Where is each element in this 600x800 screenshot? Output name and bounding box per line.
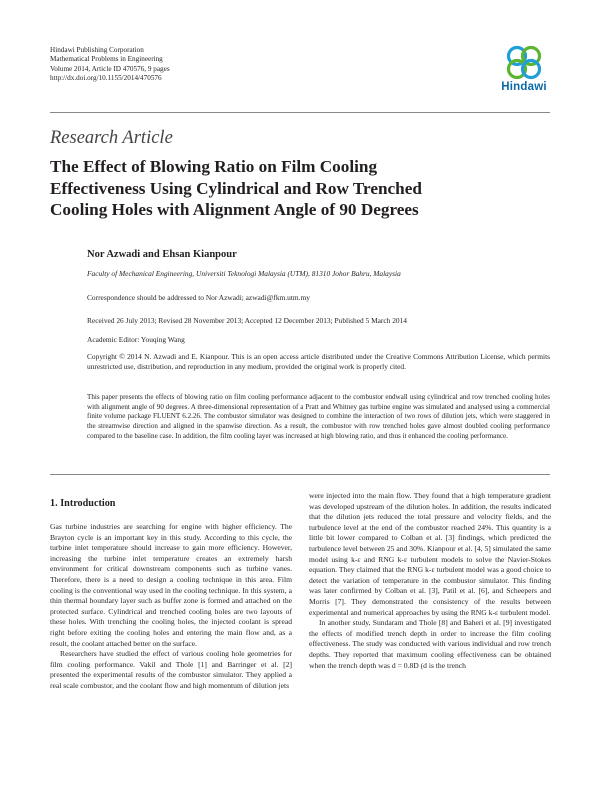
doi-link[interactable]: http://dx.doi.org/10.1155/2014/470576 [50, 73, 162, 82]
title-line: Cooling Holes with Alignment Angle of 90 Degrees [50, 200, 419, 219]
affiliation: Faculty of Mechanical Engineering, Universiti Teknologi Malaysia (UTM), 81310 Johor Bahru, Malaysia [87, 269, 401, 278]
correspondence: Correspondence should be addressed to Nor Azwadi; azwadi@fkm.utm.my [87, 293, 310, 302]
paragraph: Gas turbine industries are searching for engine with higher efficiency. The Brayton cycle is an important key in this study. According to this cycle, the turbine inlet temperature should increase to gain more efficiency. However, increasing the turbine inlet temperature creates an extremely harsh environment for critical downstream components such as turbine vanes. Therefore, there is a need to design a cooling technique in this area. Film cooling is the conventional way used in the cooling technique. In this system, a thin thermal boundary layer such as buffer zone is formed and attached on the protected surface. Cylindrical and trenched cooling holes are two layouts of these holes. With trenching the cooling holes, the injected coolant is spread right before exiting the cooling holes and entering the main flow and, as a result, the coolant attached better on the surface. [50, 522, 292, 648]
title-line: The Effect of Blowing Ratio on Film Cooling [50, 157, 378, 176]
paper-title [50, 156, 470, 221]
academic-editor: Academic Editor: Youqing Wang [87, 335, 185, 344]
abstract-divider [50, 474, 550, 475]
right-column [309, 491, 551, 671]
article-type: Research Article [50, 128, 173, 148]
paragraph: were injected into the main flow. They found that a high temperature gradient was developed upstream of the dilution holes. In addition, the results indicated that the dilution jets reduced the total pressure and velocity fields, and the turbulence level at the end of the combustor reached 24%. This quantity is a little bit lower compared to Colban et al. [3] findings, which predicted the turbulence level between 25 and 30%. Kianpour et al. [4, 5] simulated the same model using k-ε and RNG k-ε turbulent models to solve the Navier-Stokes equation. They claimed that the RNG k-ε turbulent model was a good choice to detect the variation of temperature in the combustor simulator. This finding was later confirmed by Colban et al. [3], Patil et al. [6], and Scheepers and Morris [7]. They demonstrated the consistency of the results between experimental and numerical approaches by using the RNG k-ε turbulent model. [309, 491, 551, 617]
authors: Nor Azwadi and Ehsan Kianpour [87, 249, 237, 260]
copyright-notice: Copyright © 2014 N. Azwadi and E. Kianpour. This is an open access article distributed under the Creative Commons Attribution License, which permits unrestricted use, distribution, and reproduction in any medium, provided the original work is properly cited. [87, 352, 550, 371]
hindawi-logo-icon [502, 44, 546, 80]
hindawi-logo [496, 44, 552, 93]
section-heading: 1. Introduction [50, 498, 116, 509]
title-line: Effectiveness Using Cylindrical and Row Trenched [50, 178, 422, 198]
paragraph: In another study, Sundaram and Thole [8] and Baheri et al. [9] investigated the effects of modified trench depth in order to increase the film cooling effectiveness. The study was conducted with various individual and row trench depths. They reported that maximum cooling effectiveness can be obtained when the trench depth was d = 0.8D (d is the trench [309, 618, 551, 670]
abstract: This paper presents the effects of blowing ratio on film cooling performance adjacent to the combustor endwall using cylindrical and row trenched cooling holes with alignment angle of 90 degrees. A three-dimensional representation of a Pratt and Whitney gas turbine engine was simulated and analysed using a commercial finite volume package FLUENT 6.2.26. The combustor simulator was designed to combine the interaction of two rows of dilution jets, which were staggered in the streamwise direction and aligned in the spanwise direction. As a result, the combustor with row trenched holes gave almost doubled cooling performance compared to the baseline case. In addition, the film cooling layer was increased at high blowing ratio, and thus it enhanced the cooling performance. [87, 393, 550, 440]
volume-info: Volume 2014, Article ID 470576, 9 pages [50, 64, 170, 73]
journal-header [50, 46, 170, 83]
paragraph: Researchers have studied the effect of various cooling hole geometries for film cooling performance. Vakil and Thole [1] and Barringer et al. [2] presented the experimental results of the combustor simulator. They applied a real scale combustor, and the coolant flow and high momentum of dilution jets [50, 649, 292, 690]
publication-dates: Received 26 July 2013; Revised 28 November 2013; Accepted 12 December 2013; Published 5 March 2014 [87, 316, 407, 325]
logo-text: Hindawi [501, 81, 547, 93]
journal-name: Mathematical Problems in Engineering [50, 55, 163, 64]
left-column [50, 498, 292, 692]
header-divider [50, 112, 550, 113]
publisher: Hindawi Publishing Corporation [50, 46, 144, 54]
